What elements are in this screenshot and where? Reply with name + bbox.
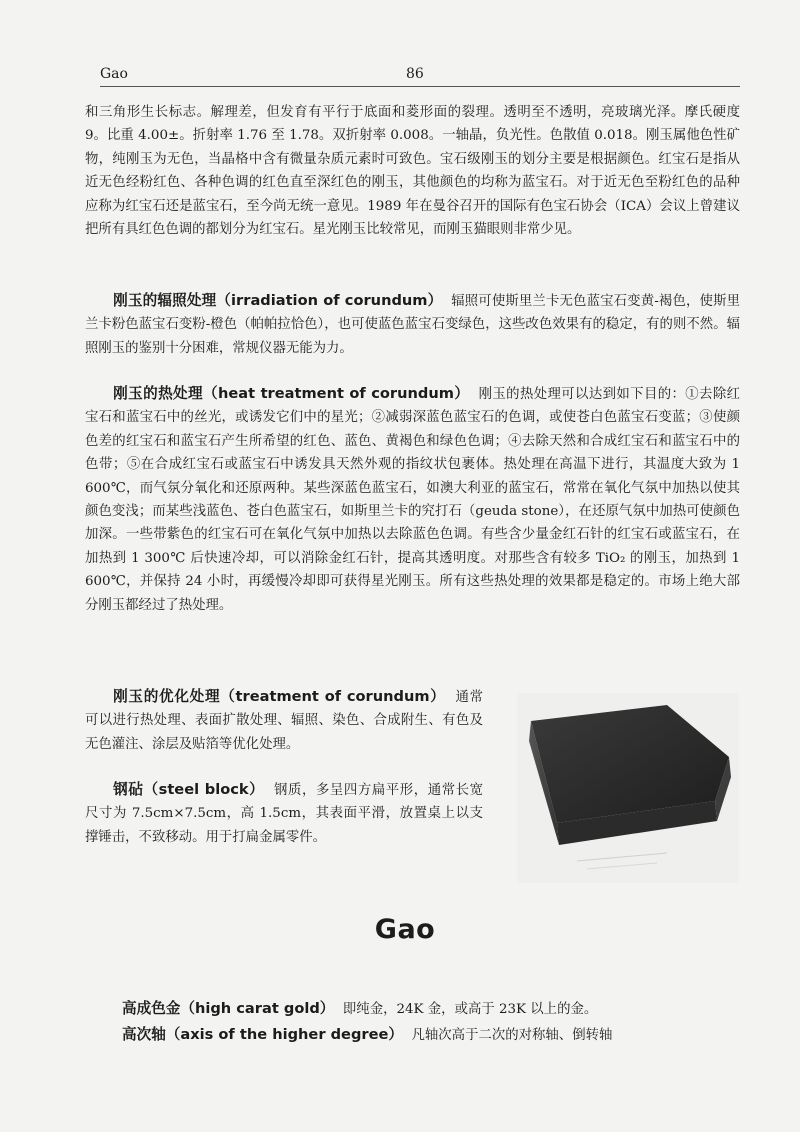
entry-heat-treatment [85, 382, 740, 617]
entry-definition: 刚玉的热处理可以达到如下目的：①去除红宝石和蓝宝石中的丝光，或诱发它们中的星光；②减弱深蓝色蓝宝石的色调，或使苍白色蓝宝石变蓝；③使颜色差的红宝石和蓝宝石产生所希望的红色、蓝色、黄褐色和绿色色调；④去除天然和合成红宝石和蓝宝石中的色带；⑤在合成红宝石或蓝宝石中诱发具天然外观的指纹状包裹体。热处理在高温下进行，其温度大致为 1 600℃，而气氛分氧化和还原两种。某些深蓝色蓝宝石，如澳大利亚的蓝宝石，常常在氧化气氛中加热以使其颜色变浅；而某些浅蓝色、苍白色蓝宝石，如斯里兰卡的究打石（geuda stone），在还原气氛中加热可使颜色加深。一些带紫色的红宝石可在氧化气氛中加热以去除蓝色色调。有些含少量金红石针的红宝石或蓝宝石，在加热到 1 300℃ 后快速冷却，可以消除金红石针，提高其透明度。对那些含有较多 TiO₂ 的刚玉，加热到 1 600℃，并保持 24 小时，再缓慢冷却即可获得星光刚玉。所有这些热处理的效果都是稳定的。市场上绝大部分刚玉都经过了热处理。 [85, 387, 740, 613]
entry-definition: 凡轴次高于二次的对称轴、倒转轴 [411, 1028, 613, 1044]
entry-definition: 辐照可使斯里兰卡无色蓝宝石变黄-褐色，使斯里兰卡粉色蓝宝石变粉-橙色（帕帕拉恰色），也可使蓝色蓝宝石变绿色，这些改色效果有的稳定，有的则不然。辐照刚玉的鉴别十分困难，常规仪器无能为力。 [85, 294, 740, 356]
entry-irradiation [85, 289, 740, 360]
entry-term: 刚玉的热处理（heat treatment of corundum） [113, 385, 470, 402]
page-number: 86 [406, 66, 424, 82]
entry-treatment [85, 685, 483, 756]
entry-term: 高成色金（high carat gold） [122, 1000, 335, 1017]
entry-definition: 即纯金，24K 金，或高于 23K 以上的金。 [342, 1002, 598, 1017]
entry-steel-block [85, 778, 483, 849]
running-head [100, 64, 740, 87]
entry-definition: 钢质，多呈四方扁平形，通常长宽尺寸为 7.5cm×7.5cm，高 1.5cm，其表面平滑，放置桌上以支撑锤击，不致移动。用于打扁金属零件。 [85, 783, 484, 845]
steel-block-photo [517, 693, 739, 883]
entry-term: 刚玉的优化处理（treatment of corundum） [113, 688, 446, 705]
corundum-properties-paragraph [85, 101, 740, 241]
entry-term: 钢砧（steel block） [113, 781, 265, 798]
entry-term: 高次轴（axis of the higher degree） [122, 1026, 403, 1044]
running-head-word: Gao [100, 66, 128, 82]
entry-definition: 通常可以进行热处理、表面扩散处理、辐照、染色、合成附生、有色及无色灌注、涂层及贴箔等优化处理。 [85, 690, 484, 752]
gao-entries [122, 997, 740, 1050]
paragraph-text: 和三角形生长标志。解理差，但发育有平行于底面和菱形面的裂理。透明至不透明，亮玻璃光泽。摩氏硬度 9。比重 4.00±。折射率 1.76 至 1.78。双折射率 0.008。一轴晶，负光性。色散值 0.018。刚玉属他色性矿物，纯刚玉为无色，当晶格中含有微量杂质元素时可致色。宝石级刚玉的划分主要是根据颜色。红宝石是指从近无色经粉红色、各种色调的红色直至深红色的刚玉，其他颜色的均称为蓝宝石。对于近无色至粉红色的品种应称为红宝石还是蓝宝石，至今尚无统一意见。1989 年在曼谷召开的国际有色宝石协会（ICA）会议上曾建议把所有具红色色调的都划分为红宝石。星光刚玉比较常见，而刚玉猫眼则非常少见。 [85, 105, 740, 238]
entry-term: 刚玉的辐照处理（irradiation of corundum） [113, 292, 443, 309]
section-heading: Gao [374, 914, 436, 945]
